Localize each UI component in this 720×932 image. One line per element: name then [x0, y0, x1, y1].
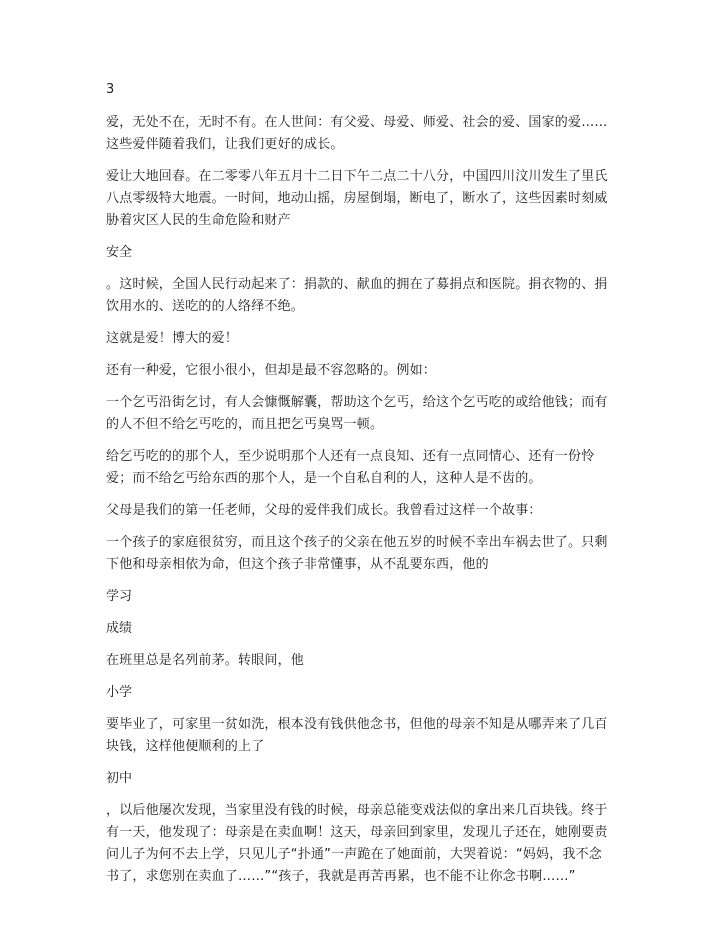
paragraph-nation-action: 。这时候，全国人民行动起来了：捐款的、献血的拥在了募捐点和医院。捐衣物的、捐饮用水的、送吃的的人络绎不绝。: [106, 277, 608, 314]
fragment-study: 学习: [106, 589, 133, 604]
fragment-safety: 安全: [106, 245, 133, 260]
paragraph-graduation: 要毕业了，可家里一贫如洗，根本没有钱供他念书，但他的母亲不知是从哪弄来了几百块钱，这样他便顺利的上了: [106, 717, 608, 754]
paragraph-earthquake: 爱让大地回春。在二零零八年五月十二日下午二点二十八分，中国四川汶川发生了里氏八点零级特大地震。一时间，地动山摇，房屋倒塌，断电了，断水了，这些因素时刻威胁着灾区人民的生命危险和财产: [106, 169, 608, 228]
paragraph-beggar: 一个乞丐沿街乞讨，有人会慷慨解囊，帮助这个乞丐，给这个乞丐吃的或给他钱；而有的人不但不给乞丐吃的，而且把乞丐臭骂一顿。: [106, 395, 608, 432]
paragraph-beggar-judgement: 给乞丐吃的的那个人，至少说明那个人还有一点良知、还有一点同情心、还有一份怜爱；而不给乞丐给东西的那个人，是一个自私自利的人，这种人是不齿的。: [106, 449, 595, 486]
fragment-grades: 成绩: [106, 621, 133, 636]
fragment-junior-high: 初中: [106, 771, 133, 786]
page-number: 3: [106, 82, 115, 97]
paragraph-poor-child: 一个孩子的家庭很贫穷，而且这个孩子的父亲在他五岁的时候不幸出车祸去世了。只剩下他和母亲相依为命，但这个孩子非常懂事，从不乱要东西，他的: [106, 535, 608, 572]
paragraph-parents-teachers: 父母是我们的第一任老师，父母的爱伴我们成长。我曾看过这样一个故事：: [106, 503, 542, 518]
paragraph-selling-blood: ，以后他屡次发现，当家里没有钱的时候，母亲总能变戏法似的拿出来几百块钱。终于有一天，他发现了：母亲是在卖血啊！这天，母亲回到家里，发现儿子还在，她刚要责问儿子为何不去上学，只见儿子“扑通”一声跪在了她面前，大哭着说：“妈妈，我不念书了，求您别在卖血了……”“孩子，我就是再苦再累，也不能不让你念书啊……”: [106, 803, 608, 884]
paragraph-small-love: 还有一种爱，它很小很小，但却是最不容忽略的。例如：: [106, 363, 437, 378]
paragraph-top-of-class: 在班里总是名列前茅。转眼间，他: [106, 653, 305, 668]
paragraph-great-love: 这就是爱！博大的爱！: [106, 331, 239, 346]
paragraph-love-everywhere: 爱，无处不在，无时不有。在人世间：有父爱、母爱、师爱、社会的爱、国家的爱……这些爱伴随着我们，让我们更好的成长。: [106, 115, 608, 152]
fragment-primary-school: 小学: [106, 685, 133, 700]
document-page: [106, 82, 614, 898]
